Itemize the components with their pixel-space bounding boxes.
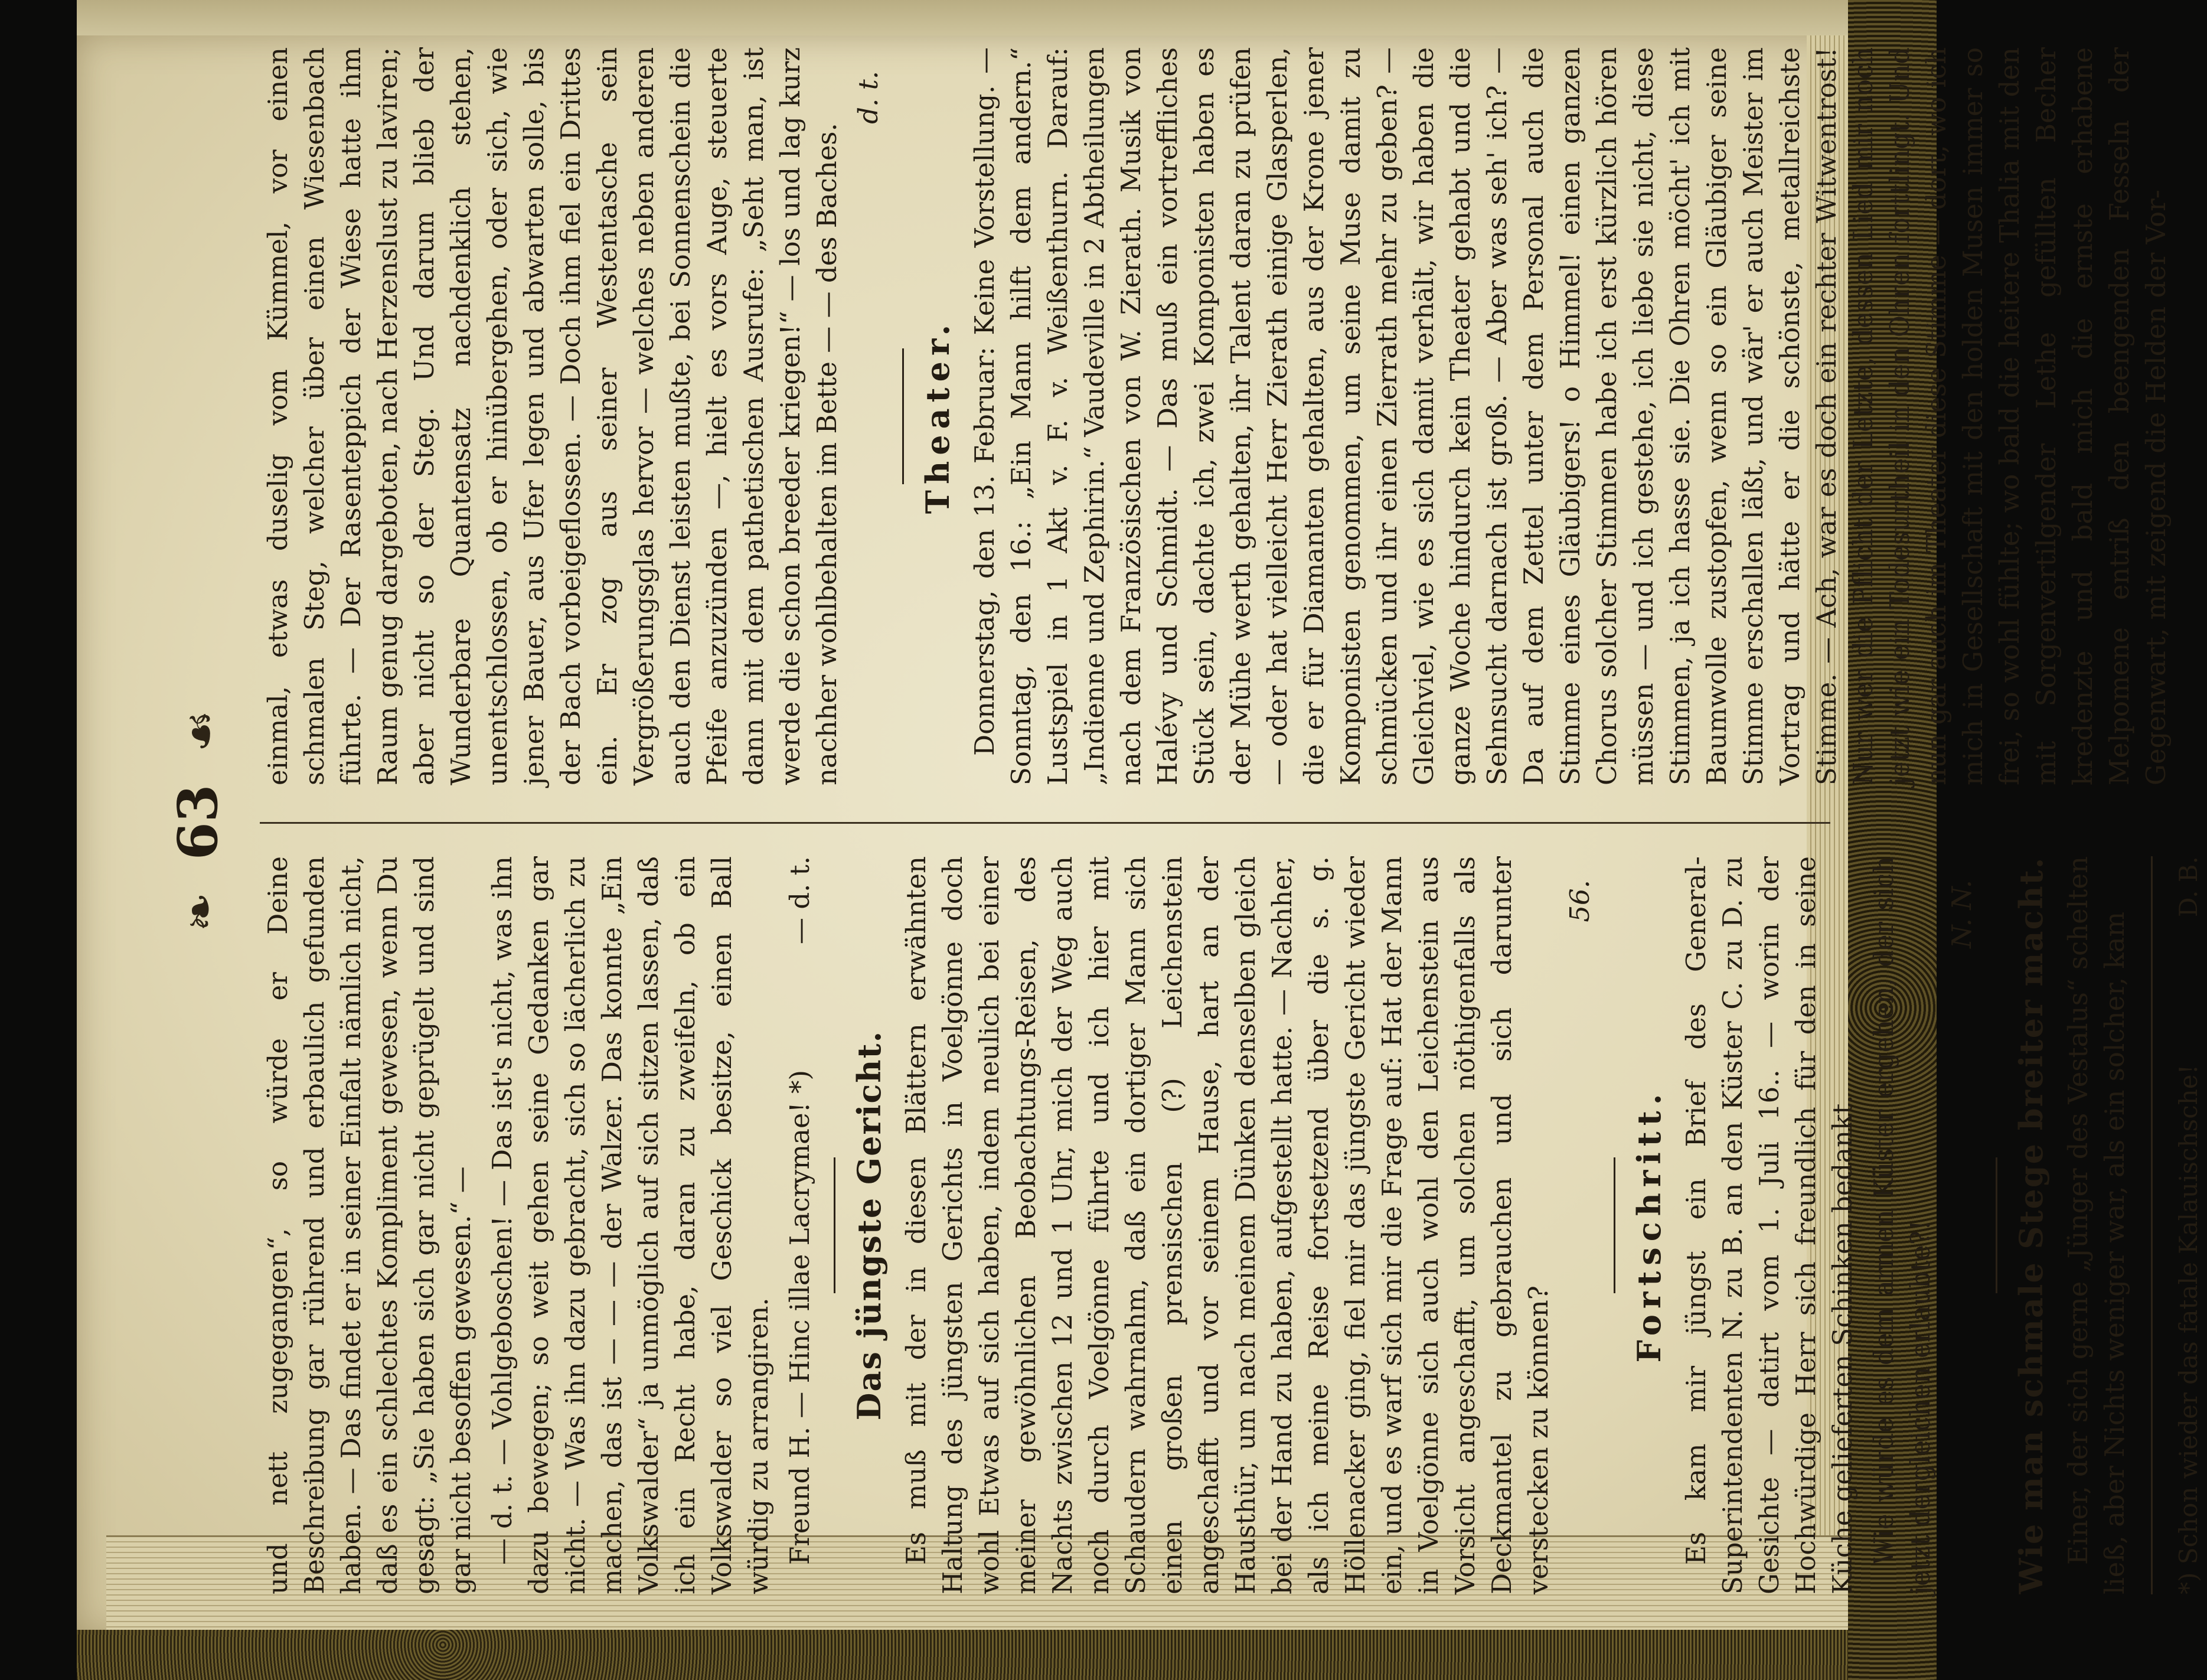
divider — [1614, 1157, 1615, 1293]
section-title: Das jüngste Gericht. — [850, 1030, 888, 1421]
divider — [834, 1157, 835, 1293]
paragraph: Es muß mit der in diesen Blättern erwähnten Haltung des jüngsten Gerichts in Voelgönne doch wohl Etwas auf sich haben, indem neulich bei einer meiner gewöhnlichen Beobachtungs-Reisen, des Nachts zwischen 12 und 1 Uhr, mich der Weg auch noch durch Voelgönne führte und ich hier mit Schaudern wahrnahm, daß ein dortiger Mann sich einen großen prensischen (?) Leichenstein angeschafft und vor seinem Hause, hart an der Hausthür, um nach meinem Dünken denselben gleich bei der Hand zu haben, aufgestellt hatte. — Nachher, als ich meine Reise fortsetzend über die s. g. Höllenacker ging, fiel mir das jüngste Gericht wieder ein, und es warf sich mir die Frage auf: Hat der Mann in Voelgönne sich auch wohl den Leichenstein aus Vorsicht angeschafft, um solchen nöthigenfalls als Deckmantel zu gebrauchen und sich darunter verstecken zu können? — [900, 856, 1554, 1594]
column-divider — [260, 822, 1830, 824]
section-title: Theater. — [919, 318, 956, 514]
paragraph: einmal, etwas duselig vom Kümmel, vor einen schmalen Steg, welcher über einen Wiesenbach führte. — Der Rasenteppich der Wiese hatte ihm Raum genug dargeboten, nach Herzenslust zu laviren; aber nicht so der Steg. Und darum blieb der Wunderbare Quantensatz nachdenklich stehen, unentschlossen, ob er hinübergehen, oder sich, wie jener Bauer, aus Ufer legen und abwarten solle, bis der Bach vorbeigeflossen. — Doch ihm fiel ein Drittes ein. Er zog aus seiner Westentasche sein Vergrößerungsglas hervor — welches neben anderen auch den Dienst leisten mußte, bei Sonnenschein die Pfeife anzuzünden —, hielt es vors Auge, steuerte dann mit dem pathetischen Ausrufe: „Seht man, ist werde die schon breeder kriegen!“ — los und lag kurz nachher wohlbehalten im Bette — — des Baches. — [262, 47, 843, 785]
page-number: 63 — [166, 784, 230, 860]
paragraph: Es kam mir jüngst ein Brief des General-Superintendenten N. zu B. an den Küster C. zu D. zu Gesichte — datirt vom 1. Juli 16.. — worin der Hochwürdige Herr sich freundlich für den in seine Küche gelieferten Schinken bedankt. — [1680, 856, 1858, 1594]
paragraph: Wie würde es dem armen Küster ergehen, der sich jetzt dergleichen erlaubte?! — [1868, 856, 1936, 1594]
page-header — [159, 24, 236, 1618]
paragraph: Einer, der sich gerne „Jünger des Vestalus“ schelten ließ, aber Nichts weniger war, als ein solcher, kam — [2062, 856, 2130, 1594]
divider — [902, 348, 904, 484]
paragraph: — d. t. — Vohlgeboschen! — Das ist's nicht, was ihn dazu bewegen; so weit gehen seine Gedanken gar nicht. — Was ihn dazu gebracht, sich so lächerlich zu machen, das ist — — — der Walzer. Das konnte „Ein Volkswalder“ ja unmöglich auf sich sitzen lassen, daß ich ein Recht habe, daran zu zweifeln, ob ein Volkswalder so viel Geschick besitze, einen Ball würdig zu arrangiren. — [487, 856, 774, 1594]
signature: d. t. — [853, 71, 884, 124]
closing-text: Freund H. — Hinc illae Lacrymae! *) — [784, 1069, 815, 1565]
signature: N. N. — [1946, 880, 1977, 948]
footnote — [2170, 856, 2207, 1594]
signature: 56. — [1564, 880, 1595, 922]
closing-signature: — d. t. — [784, 856, 815, 945]
divider — [1996, 1157, 1997, 1293]
footnote-rule — [2151, 856, 2153, 1594]
footnote-text: *) Schon wieder das fatale Kalauischsche! — [2174, 1064, 2203, 1594]
marbled-cover-bottom — [77, 1630, 1907, 1680]
section-title: Fortschritt. — [1630, 1088, 1668, 1363]
left-ornament-icon: ❧ — [173, 892, 228, 932]
paragraph: Donnerstag, den 13. Februar: Keine Vorstellung. — Sonntag, den 16.: „Ein Mann hilft dem andern.“ Lustspiel in 1 Akt v. F. v. Weißenthurn. Darauf: „Indienne und Zephirin.“ Vaudeville in 2 Abtheilungen nach dem Französischen von W. Zierath. Musik von Halévy und Schmidt. — Das muß ein vortreffliches Stück sein, dachte ich, zwei Komponisten haben es der Mühe werth gehalten, ihr Talent daran zu prüfen — oder hat vielleicht Herr Zierath einige Glasperlen, die er für Diamanten gehalten, aus der Krone jener Komponisten genommen, um seine Muse damit zu schmücken und ihr einen Zierrath mehr zu geben? — Gleichviel, wie es sich damit verhält, wir haben die ganze Woche hindurch kein Theater gehabt und die Sehnsucht darnach ist groß. — Aber was seh' ich? — Da auf dem Zettel unter dem Personal auch die Stimme eines Gläubigers! o Himmel! einen ganzen Chorus solcher Stimmen habe ich erst kürzlich hören müssen — und ich gestehe, ich liebe sie nicht, diese Stimmen, ja ich hasse sie. Die Ohren möcht' ich mit Baumwolle zustopfen, wenn so ein Gläubiger seine Stimme erschallen läßt, und wär' er auch Meister im Vortrag und hätte er die schönste, metallreichste Stimme. — Ach, war es doch ein rechter Witwentrost! Nur wer die Pflicht der Letzte, dessen Lied mir noch jetzt wie ein Todesurtheil in den Ohren forttlingt. Und nun gar auch im Theater diese Stimme — dort, wo ich mich in Gesellschaft mit den holden Musen immer so frei, so wohl fühlte; wo bald die heitere Thalia mit den mit Sorgenvertilgender Lethe gefüllten Becher kredenzte und bald mich die ernste erhabene Melpomene entriß den beengenden Fesseln der Gegenwart, mit zeigend die Helden der Vor- — [969, 47, 2172, 785]
printed-page-content — [159, 24, 2203, 1618]
left-column — [260, 856, 2203, 1594]
right-column — [260, 47, 2172, 785]
right-ornament-icon: ☙ — [173, 710, 228, 753]
closing-line — [782, 856, 818, 1594]
section-title: Wie man schmale Stege breiter macht. — [2012, 856, 2050, 1594]
paragraph: und nett zugegangen“, so würde er Deine Beschreibung gar rührend und erbaulich gefunden haben. — Das findet er in seiner Einfalt nämlich nicht, daß es ein schlechtes Kompliment gewesen, wenn Du gesagt: „Sie haben sich gar nicht geprügelt und sind gar nicht besoffen gewesen.“ — — [262, 856, 476, 1594]
footnote-signature: D. B. — [2174, 856, 2203, 918]
